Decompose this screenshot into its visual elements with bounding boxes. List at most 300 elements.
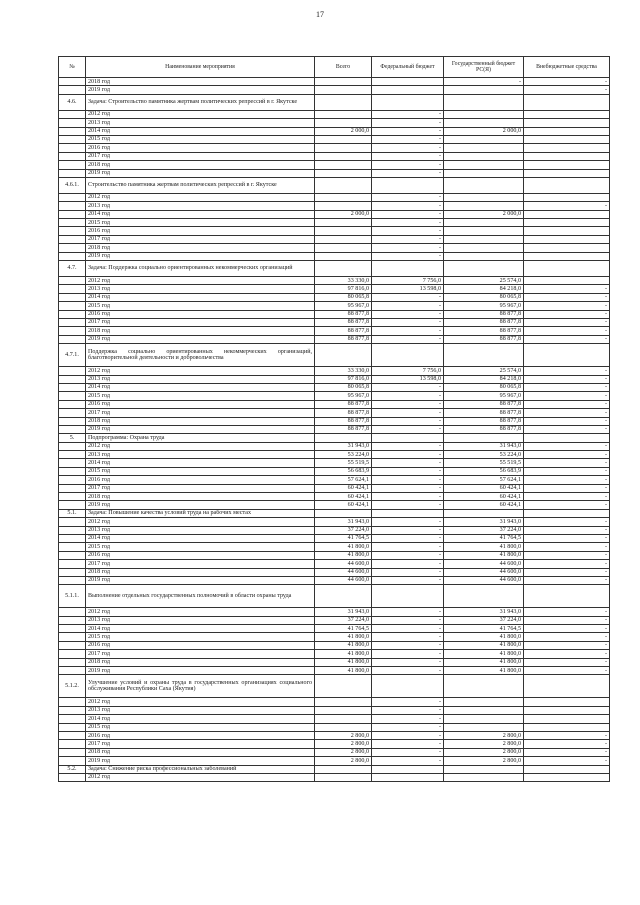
cell-republic-budget (444, 773, 524, 781)
cell-extrabudgetary: - (524, 367, 610, 375)
cell-total: 88 877,8 (315, 318, 372, 326)
cell-extrabudgetary: - (524, 658, 610, 666)
cell-extrabudgetary: - (524, 293, 610, 301)
cell-extrabudgetary: - (524, 409, 610, 417)
table-row (59, 244, 610, 252)
cell-extrabudgetary (524, 119, 610, 127)
cell-event-name: 2019 год (86, 252, 315, 260)
table-row (59, 585, 610, 608)
table-row (59, 476, 610, 484)
table-row (59, 86, 610, 94)
header-number: № (59, 57, 86, 78)
cell-extrabudgetary: - (524, 442, 610, 450)
cell-number (59, 476, 86, 484)
table-row (59, 409, 610, 417)
cell-republic-budget: 95 967,0 (444, 392, 524, 400)
cell-federal-budget: - (372, 543, 444, 551)
cell-number (59, 484, 86, 492)
cell-total: 88 877,8 (315, 417, 372, 425)
cell-federal-budget: - (372, 608, 444, 616)
cell-number (59, 375, 86, 383)
cell-extrabudgetary (524, 152, 610, 160)
cell-extrabudgetary: - (524, 560, 610, 568)
cell-republic-budget (444, 161, 524, 169)
cell-total: 37 224,0 (315, 526, 372, 534)
cell-federal-budget: - (372, 425, 444, 433)
cell-federal-budget: - (372, 633, 444, 641)
cell-federal-budget: - (372, 244, 444, 252)
table-row (59, 210, 610, 218)
cell-republic-budget: 41 800,0 (444, 650, 524, 658)
cell-event-name: 2012 год (86, 442, 315, 450)
cell-total: 88 877,8 (315, 327, 372, 335)
cell-republic-budget: 2 000,0 (444, 127, 524, 135)
cell-total: 88 877,8 (315, 409, 372, 417)
cell-total: 31 943,0 (315, 608, 372, 616)
cell-number (59, 560, 86, 568)
cell-total: 60 424,1 (315, 501, 372, 509)
cell-total: 41 800,0 (315, 543, 372, 551)
cell-event-name: 2012 год (86, 367, 315, 375)
table-row (59, 318, 610, 326)
cell-federal-budget: - (372, 161, 444, 169)
table-row (59, 261, 610, 277)
cell-extrabudgetary: - (524, 576, 610, 584)
cell-republic-budget: 88 877,8 (444, 417, 524, 425)
table-row (59, 484, 610, 492)
cell-republic-budget: 41 800,0 (444, 633, 524, 641)
cell-number (59, 293, 86, 301)
cell-total: 44 600,0 (315, 560, 372, 568)
cell-number (59, 501, 86, 509)
cell-total: 88 877,8 (315, 310, 372, 318)
cell-extrabudgetary: - (524, 526, 610, 534)
cell-republic-budget: 37 224,0 (444, 616, 524, 624)
cell-event-name: 2016 год (86, 551, 315, 559)
cell-extrabudgetary: - (524, 467, 610, 475)
cell-event-name: 2014 год (86, 534, 315, 542)
table-row (59, 310, 610, 318)
cell-republic-budget (444, 698, 524, 706)
table-row (59, 543, 610, 551)
cell-event-name: 2015 год (86, 219, 315, 227)
cell-extrabudgetary: - (524, 476, 610, 484)
cell-extrabudgetary (524, 509, 610, 517)
cell-number: 5.2. (59, 765, 86, 773)
cell-number (59, 650, 86, 658)
cell-federal-budget (372, 344, 444, 367)
cell-number (59, 698, 86, 706)
cell-federal-budget (372, 177, 444, 193)
cell-number (59, 723, 86, 731)
cell-republic-budget: 31 943,0 (444, 608, 524, 616)
cell-republic-budget (444, 235, 524, 243)
cell-total: 41 800,0 (315, 658, 372, 666)
cell-number (59, 235, 86, 243)
cell-republic-budget: 2 800,0 (444, 732, 524, 740)
cell-number (59, 409, 86, 417)
cell-event-name: 2018 год (86, 493, 315, 501)
cell-event-name: 2016 год (86, 641, 315, 649)
cell-republic-budget: 88 877,8 (444, 318, 524, 326)
cell-total (315, 244, 372, 252)
cell-event-name: 2013 год (86, 616, 315, 624)
cell-extrabudgetary (524, 723, 610, 731)
cell-federal-budget: - (372, 667, 444, 675)
table-row (59, 608, 610, 616)
cell-federal-budget: - (372, 740, 444, 748)
cell-republic-budget: 25 574,0 (444, 367, 524, 375)
cell-republic-budget: - (444, 78, 524, 86)
cell-republic-budget (444, 152, 524, 160)
cell-number (59, 86, 86, 94)
cell-extrabudgetary (524, 219, 610, 227)
table-row (59, 526, 610, 534)
cell-federal-budget: - (372, 392, 444, 400)
cell-total: 2 800,0 (315, 732, 372, 740)
cell-republic-budget: 31 943,0 (444, 518, 524, 526)
cell-total: 33 330,0 (315, 367, 372, 375)
cell-event-name: 2016 год (86, 400, 315, 408)
cell-republic-budget: 31 943,0 (444, 442, 524, 450)
cell-event-name: 2017 год (86, 484, 315, 492)
table-row (59, 252, 610, 260)
cell-republic-budget (444, 110, 524, 118)
cell-event-name: 2018 год (86, 327, 315, 335)
cell-total (315, 202, 372, 210)
cell-number (59, 616, 86, 624)
cell-extrabudgetary (524, 344, 610, 367)
cell-event-name: 2015 год (86, 135, 315, 143)
cell-event-name: 2015 год (86, 723, 315, 731)
cell-extrabudgetary (524, 715, 610, 723)
cell-federal-budget: - (372, 318, 444, 326)
cell-extrabudgetary: - (524, 650, 610, 658)
cell-federal-budget: - (372, 518, 444, 526)
cell-number: 5.1. (59, 509, 86, 517)
cell-extrabudgetary (524, 765, 610, 773)
cell-number (59, 383, 86, 391)
cell-extrabudgetary: - (524, 417, 610, 425)
cell-number: 4.6. (59, 94, 86, 110)
cell-federal-budget: - (372, 409, 444, 417)
cell-event-name: 2018 год (86, 658, 315, 666)
cell-federal-budget: - (372, 732, 444, 740)
cell-event-name: 2019 год (86, 425, 315, 433)
cell-federal-budget: - (372, 658, 444, 666)
cell-extrabudgetary: - (524, 543, 610, 551)
table-row (59, 392, 610, 400)
cell-total (315, 773, 372, 781)
cell-federal-budget (372, 94, 444, 110)
cell-republic-budget: 2 800,0 (444, 757, 524, 765)
cell-republic-budget: 2 800,0 (444, 748, 524, 756)
cell-federal-budget: - (372, 650, 444, 658)
table-row (59, 568, 610, 576)
cell-republic-budget (444, 706, 524, 714)
cell-number (59, 310, 86, 318)
cell-event-name: 2012 год (86, 698, 315, 706)
cell-event-name: 2017 год (86, 740, 315, 748)
table-row (59, 509, 610, 517)
cell-event-name: 2013 год (86, 451, 315, 459)
cell-total (315, 219, 372, 227)
cell-extrabudgetary (524, 144, 610, 152)
cell-number (59, 302, 86, 310)
cell-federal-budget: - (372, 723, 444, 731)
cell-federal-budget: - (372, 476, 444, 484)
cell-federal-budget: - (372, 526, 444, 534)
cell-event-name: 2012 год (86, 518, 315, 526)
table-row (59, 161, 610, 169)
cell-event-name: Задача: Поддержка социально ориентированных некоммерческих организаций (86, 261, 315, 277)
cell-event-name: 2013 год (86, 119, 315, 127)
cell-event-name: 2012 год (86, 193, 315, 201)
cell-event-name: 2013 год (86, 706, 315, 714)
cell-federal-budget: - (372, 748, 444, 756)
cell-total: 41 800,0 (315, 641, 372, 649)
cell-event-name: Задача: Снижение риска профессиональных заболеваний (86, 765, 315, 773)
table-row (59, 94, 610, 110)
cell-republic-budget (444, 135, 524, 143)
cell-event-name: 2014 год (86, 383, 315, 391)
cell-total: 57 624,1 (315, 476, 372, 484)
cell-extrabudgetary (524, 193, 610, 201)
cell-total (315, 585, 372, 608)
cell-federal-budget: - (372, 534, 444, 542)
cell-event-name: 2014 год (86, 715, 315, 723)
cell-republic-budget: 88 877,8 (444, 425, 524, 433)
cell-total: 2 800,0 (315, 748, 372, 756)
cell-number: 5.1.2. (59, 675, 86, 698)
cell-total (315, 110, 372, 118)
cell-extrabudgetary (524, 675, 610, 698)
cell-number (59, 757, 86, 765)
cell-number (59, 493, 86, 501)
cell-total: 41 800,0 (315, 551, 372, 559)
cell-extrabudgetary (524, 277, 610, 285)
cell-extrabudgetary (524, 235, 610, 243)
cell-total (315, 169, 372, 177)
cell-extrabudgetary (524, 244, 610, 252)
cell-total (315, 119, 372, 127)
table-row (59, 667, 610, 675)
cell-total (315, 675, 372, 698)
cell-number (59, 534, 86, 542)
cell-extrabudgetary: - (524, 302, 610, 310)
cell-extrabudgetary: - (524, 568, 610, 576)
cell-number (59, 367, 86, 375)
cell-total: 88 877,8 (315, 425, 372, 433)
cell-extrabudgetary: - (524, 616, 610, 624)
cell-total: 53 224,0 (315, 451, 372, 459)
cell-republic-budget (444, 169, 524, 177)
cell-number (59, 706, 86, 714)
cell-event-name: 2019 год (86, 667, 315, 675)
cell-federal-budget: - (372, 383, 444, 391)
table-row (59, 501, 610, 509)
cell-total: 37 224,0 (315, 616, 372, 624)
cell-event-name: 2018 год (86, 568, 315, 576)
cell-total (315, 235, 372, 243)
cell-event-name: 2013 год (86, 202, 315, 210)
cell-total: 31 943,0 (315, 518, 372, 526)
table-row (59, 576, 610, 584)
table-row (59, 152, 610, 160)
table-row (59, 740, 610, 748)
table-row (59, 706, 610, 714)
cell-republic-budget (444, 715, 524, 723)
table-row (59, 434, 610, 442)
cell-republic-budget: 88 877,8 (444, 409, 524, 417)
table-row (59, 293, 610, 301)
table-row (59, 235, 610, 243)
table-row (59, 723, 610, 731)
page-number: 17 (316, 10, 324, 19)
cell-federal-budget: - (372, 625, 444, 633)
cell-republic-budget: 60 424,1 (444, 493, 524, 501)
header-federal-budget: Федеральный бюджет (372, 57, 444, 78)
cell-federal-budget: - (372, 210, 444, 218)
cell-event-name: 2017 год (86, 318, 315, 326)
cell-total: 2 000,0 (315, 210, 372, 218)
cell-number (59, 135, 86, 143)
cell-federal-budget: - (372, 202, 444, 210)
cell-republic-budget (444, 177, 524, 193)
cell-number (59, 210, 86, 218)
cell-total: 44 600,0 (315, 576, 372, 584)
cell-extrabudgetary: - (524, 425, 610, 433)
cell-event-name: 2015 год (86, 392, 315, 400)
table-row (59, 715, 610, 723)
cell-number: 5.1.1. (59, 585, 86, 608)
cell-total: 97 816,0 (315, 375, 372, 383)
cell-republic-budget (444, 252, 524, 260)
cell-event-name: 2014 год (86, 459, 315, 467)
table-row (59, 367, 610, 375)
cell-total (315, 509, 372, 517)
table-row (59, 518, 610, 526)
cell-federal-budget: 7 756,0 (372, 277, 444, 285)
cell-number (59, 568, 86, 576)
cell-federal-budget: - (372, 235, 444, 243)
cell-republic-budget (444, 675, 524, 698)
cell-event-name: 2019 год (86, 169, 315, 177)
cell-federal-budget: - (372, 169, 444, 177)
table-row (59, 169, 610, 177)
cell-event-name: 2015 год (86, 467, 315, 475)
cell-republic-budget (444, 94, 524, 110)
cell-total (315, 344, 372, 367)
cell-total: 41 800,0 (315, 667, 372, 675)
cell-total: 41 764,5 (315, 625, 372, 633)
cell-total (315, 78, 372, 86)
cell-event-name: Поддержка социально ориентированных некоммерческих организаций, благотворительной деятельности и добровольчества (86, 344, 315, 367)
cell-event-name: 2017 год (86, 409, 315, 417)
cell-extrabudgetary: - (524, 633, 610, 641)
cell-extrabudgetary (524, 110, 610, 118)
cell-extrabudgetary (524, 252, 610, 260)
table-row (59, 219, 610, 227)
cell-federal-budget: - (372, 568, 444, 576)
cell-event-name: 2017 год (86, 235, 315, 243)
cell-federal-budget: - (372, 551, 444, 559)
cell-republic-budget: 41 800,0 (444, 551, 524, 559)
table-row (59, 78, 610, 86)
cell-republic-budget: 88 877,8 (444, 310, 524, 318)
cell-federal-budget (372, 773, 444, 781)
cell-republic-budget (444, 86, 524, 94)
cell-federal-budget: - (372, 302, 444, 310)
table-row (59, 773, 610, 781)
cell-republic-budget: 41 800,0 (444, 641, 524, 649)
cell-number (59, 748, 86, 756)
cell-total: 80 065,8 (315, 383, 372, 391)
cell-number (59, 277, 86, 285)
cell-total: 2 800,0 (315, 757, 372, 765)
cell-total: 33 330,0 (315, 277, 372, 285)
cell-extrabudgetary (524, 94, 610, 110)
cell-federal-budget: - (372, 127, 444, 135)
header-republic-budget: Государственный бюджет РС(Я) (444, 57, 524, 78)
cell-federal-budget (372, 765, 444, 773)
cell-extrabudgetary: - (524, 534, 610, 542)
cell-event-name: 2017 год (86, 560, 315, 568)
cell-extrabudgetary: - (524, 78, 610, 86)
cell-extrabudgetary: - (524, 732, 610, 740)
cell-total: 41 800,0 (315, 650, 372, 658)
cell-total: 2 800,0 (315, 740, 372, 748)
cell-total: 95 967,0 (315, 392, 372, 400)
header-total: Всего (315, 57, 372, 78)
cell-extrabudgetary: - (524, 484, 610, 492)
table-row (59, 493, 610, 501)
cell-total (315, 434, 372, 442)
cell-total (315, 698, 372, 706)
cell-federal-budget (372, 78, 444, 86)
cell-number (59, 78, 86, 86)
cell-number (59, 658, 86, 666)
cell-extrabudgetary (524, 773, 610, 781)
table-row (59, 658, 610, 666)
cell-extrabudgetary (524, 177, 610, 193)
cell-republic-budget (444, 119, 524, 127)
cell-number (59, 152, 86, 160)
cell-republic-budget: 80 065,8 (444, 383, 524, 391)
cell-number: 5. (59, 434, 86, 442)
cell-event-name: 2012 год (86, 110, 315, 118)
cell-number (59, 633, 86, 641)
cell-federal-budget: - (372, 310, 444, 318)
cell-extrabudgetary: - (524, 310, 610, 318)
cell-number (59, 551, 86, 559)
cell-number (59, 318, 86, 326)
cell-extrabudgetary: - (524, 392, 610, 400)
cell-event-name: 2017 год (86, 152, 315, 160)
cell-federal-budget (372, 261, 444, 277)
cell-republic-budget: 41 764,5 (444, 534, 524, 542)
cell-number (59, 425, 86, 433)
cell-federal-budget: - (372, 698, 444, 706)
cell-federal-budget: - (372, 501, 444, 509)
cell-event-name: 2016 год (86, 476, 315, 484)
cell-extrabudgetary: - (524, 518, 610, 526)
table-row (59, 534, 610, 542)
cell-republic-budget (444, 219, 524, 227)
table-row (59, 641, 610, 649)
cell-federal-budget: - (372, 715, 444, 723)
cell-republic-budget: 2 800,0 (444, 740, 524, 748)
